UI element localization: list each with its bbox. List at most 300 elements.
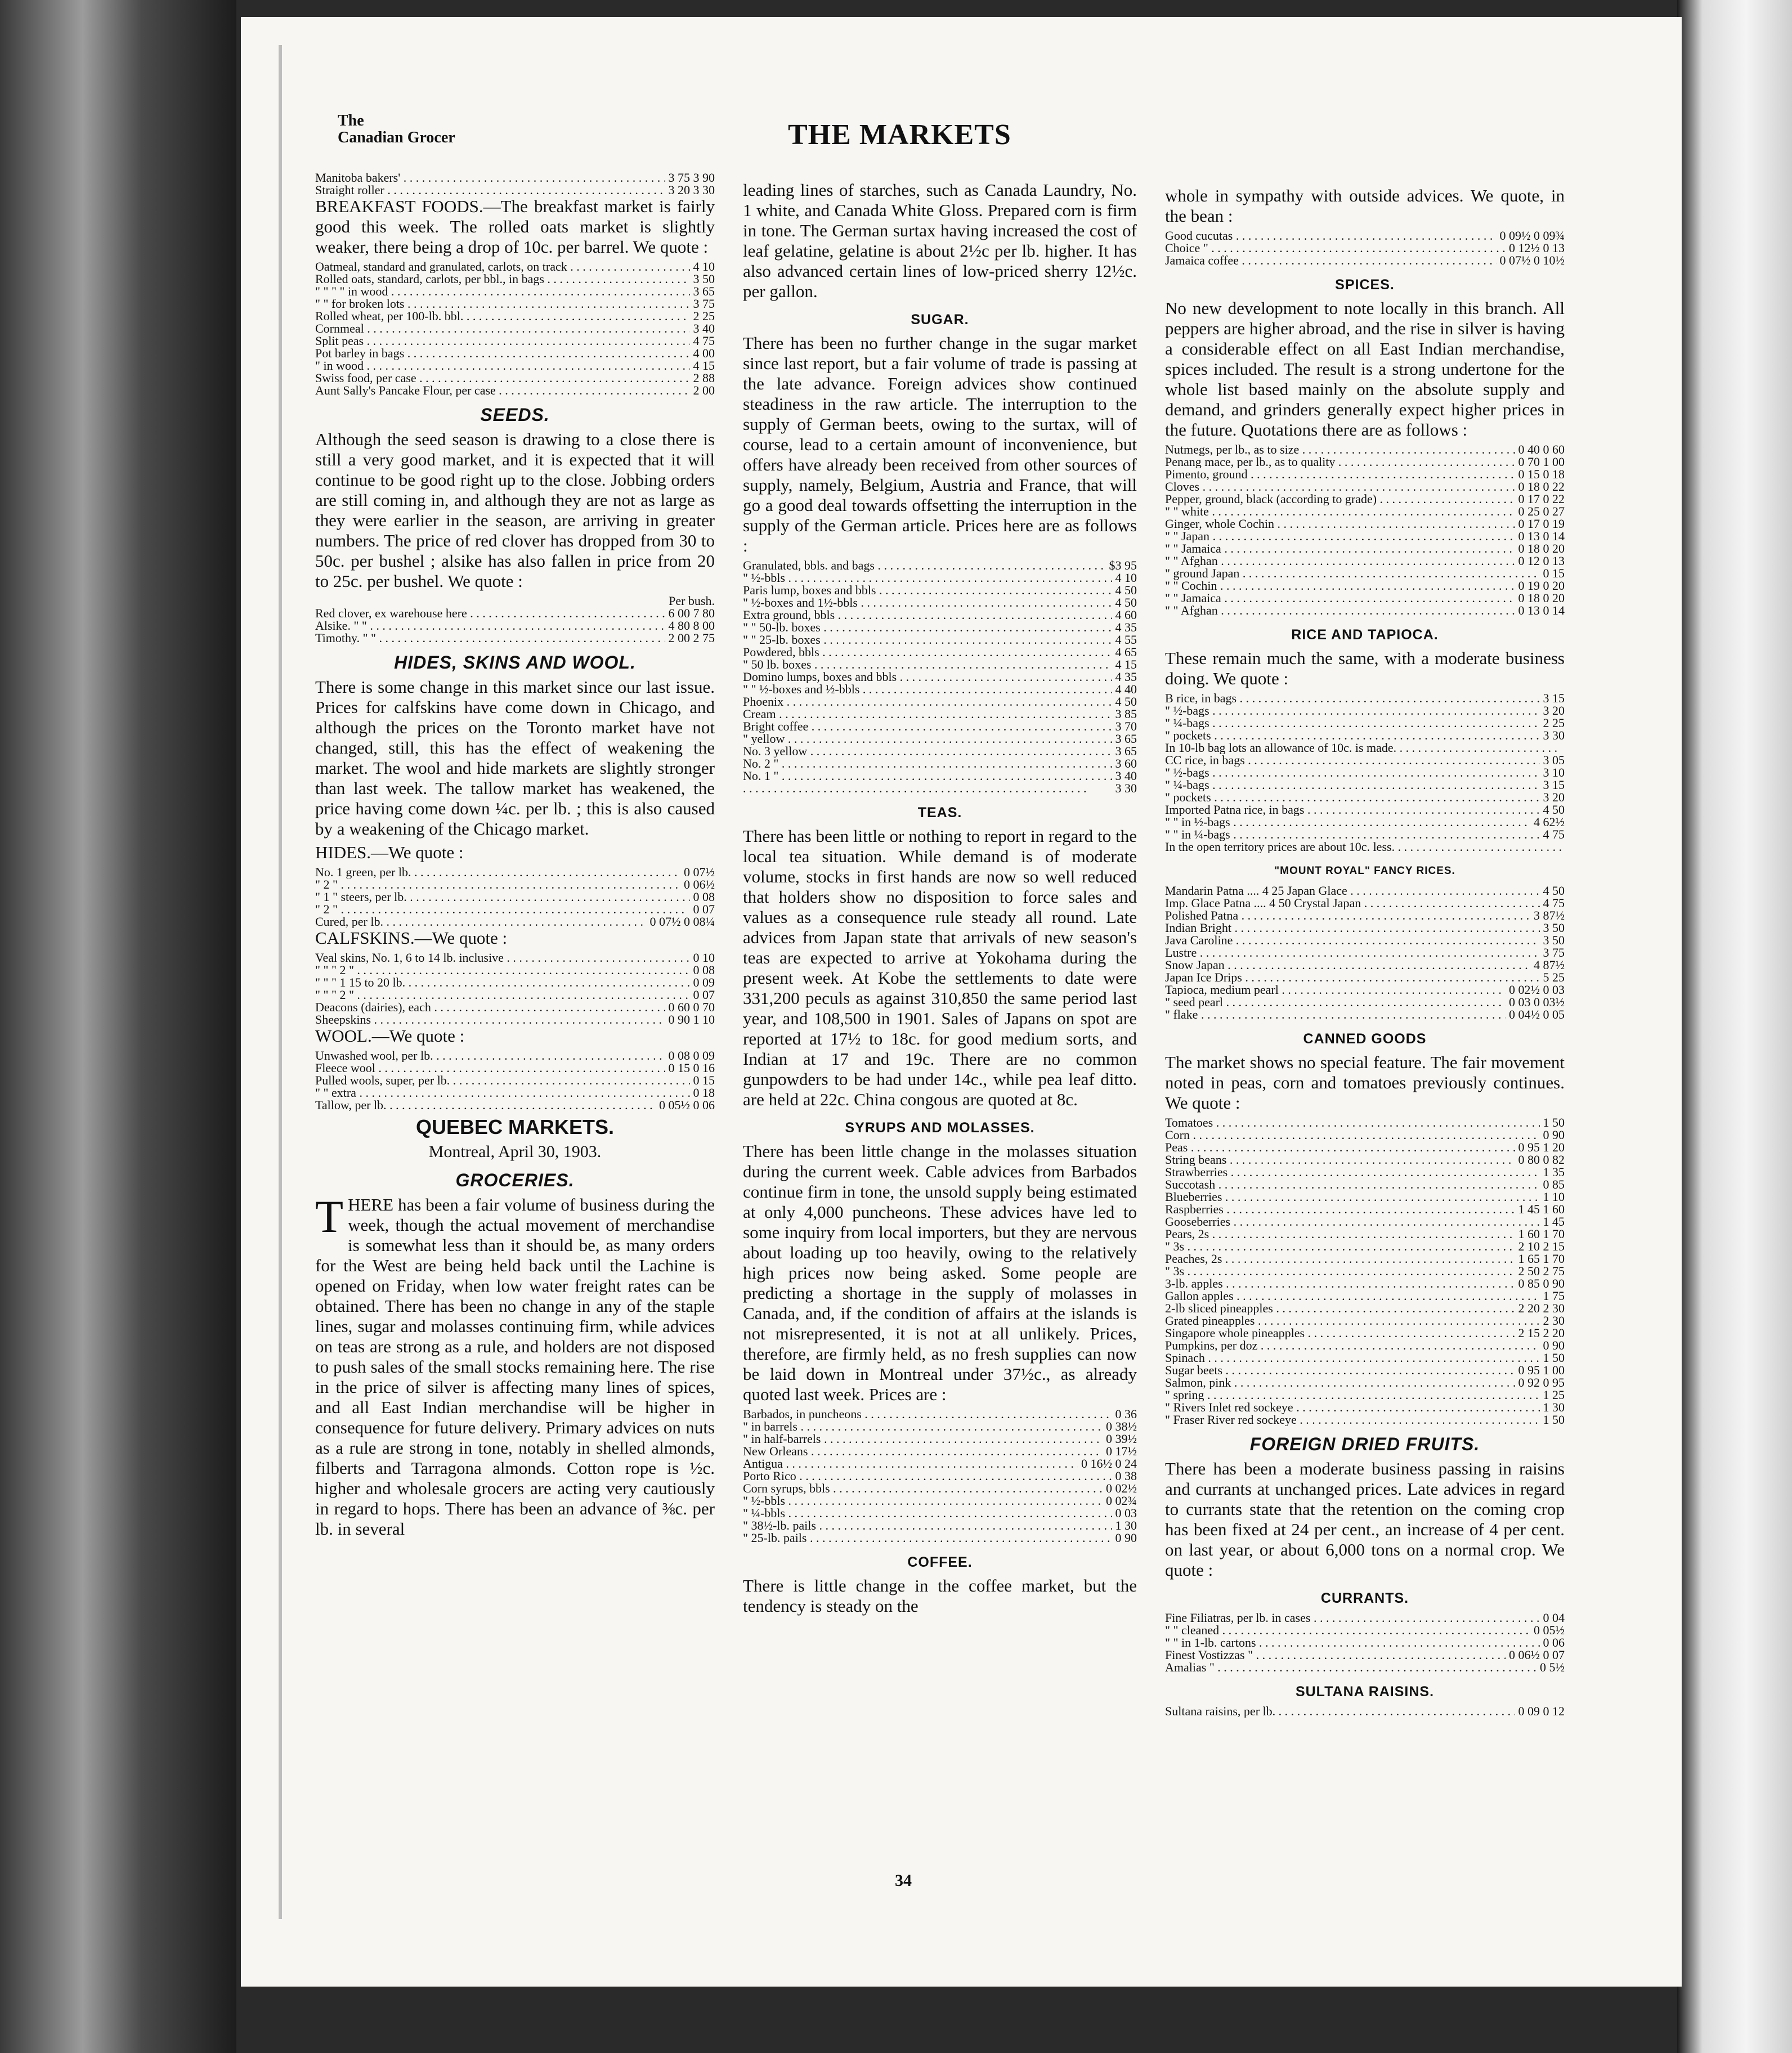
price-row [315, 620, 715, 632]
price-item-name: Bright coffee . . . [743, 720, 1112, 733]
price-item-name: String beans . . . [1165, 1154, 1515, 1166]
price-row [315, 632, 715, 644]
price-item-name: " " in ¼-bags . . . [1165, 828, 1540, 841]
price-item-name: " ½-bags . . . [1165, 766, 1540, 779]
masthead-line1: The [338, 112, 364, 129]
price-row [1165, 959, 1565, 971]
price-item-name: Rolled wheat, per 100-lb. bbl. . . . [315, 310, 690, 322]
price-row [743, 1482, 1137, 1495]
price-row [1165, 996, 1565, 1008]
price-item-name: " " ½-boxes and ½-bbls . . . [743, 683, 1112, 696]
price-item-value: 0 06½ [684, 877, 715, 891]
price-item-name: " 38½-lb. pails . . . [743, 1519, 1112, 1532]
price-row [1165, 242, 1565, 254]
price-item-value: 2 10 2 15 [1518, 1239, 1565, 1253]
price-item-value [1561, 742, 1565, 754]
price-item-value [1561, 841, 1565, 853]
price-item-name: Peaches, 2s . . . [1165, 1253, 1515, 1265]
price-item-name: Swiss food, per case . . . [315, 372, 690, 384]
price-row [743, 696, 1137, 708]
price-item-name: Aunt Sally's Pancake Flour, per case . . . [315, 384, 690, 397]
price-row [1165, 1253, 1565, 1265]
price-item-name: Imp. Glace Patna .... 4 50 Crystal Japan . . . [1165, 897, 1540, 909]
price-item-value: 4 55 [1115, 633, 1137, 647]
price-item-name: " " Jamaica . . . [1165, 592, 1515, 604]
price-item-name: " 50 lb. boxes . . . [743, 658, 1112, 671]
price-item-name: " spring . . . [1165, 1389, 1540, 1401]
price-item-name: " ¼-bbls . . . [743, 1507, 1112, 1519]
price-item-name: " 25-lb. pails . . . [743, 1532, 1112, 1544]
price-item-value: 1 30 [1115, 1518, 1137, 1532]
hides-price-list [315, 866, 715, 928]
price-item-name: Corn syrups, bbls . . . [743, 1482, 1103, 1495]
price-item-value: 1 45 [1543, 1214, 1565, 1229]
price-row [743, 1495, 1137, 1507]
price-item-name: Pot barley in bags . . . [315, 347, 690, 360]
groceries-text: HERE has been a fair volume of business during the week, though the actual movement of merchandise is somewhat less than it should be, as many orders for the West are being held back until the Lachine is opened on Friday, when low water freight rates can be obtained. There has been no change in any of the staple lines, sugar and molasses continuing firm, while advices on teas are strong as a rule, and holders are not disposed to push sales of the small stocks remaining here. The rise in the price of silver is affecting many lines of spices, and all East Indian merchandise will be higher in consequence for future delivery. Primary advices on nuts as a rule are strong in tone, notably in shelled almonds, filberts and Tarragona almonds. Cotton rope is ½c. higher and wholesale grocers are acting very cautiously in regard to hops. There has been an advance of ⅜c. per lb. in several [315, 1195, 715, 1539]
price-item-name: Tapioca, medium pearl . . . [1165, 984, 1506, 996]
price-item-value: 0 5½ [1540, 1660, 1565, 1674]
quebec-heading: QUEBEC MARKETS. [415, 1115, 615, 1138]
price-row [1165, 1129, 1565, 1141]
price-row [1165, 1191, 1565, 1203]
price-item-value: 0 05½ 0 06 [659, 1098, 715, 1112]
price-item-value: 3 65 [1115, 744, 1137, 758]
price-row [1165, 779, 1565, 791]
price-item-name: Gallon apples . . . [1165, 1290, 1540, 1302]
price-item-name: " ground Japan . . . [1165, 567, 1540, 580]
price-row [743, 646, 1137, 658]
price-row [743, 1458, 1137, 1470]
price-row [1165, 567, 1565, 580]
coffee-price-list [1165, 230, 1565, 267]
hides-paragraph: There is some change in this market since our last issue. Prices for calfskins have come down in Chicago, and although the prices on the Toronto market have not changed, still, this has the effect of weakening the market. The wool and hide markets are slightly stronger than last week. The tallow market has weakened, the price having come down ¼c. per lb. ; this is also caused by a weakening of the Chicago market. [315, 677, 715, 839]
price-item-name: " in wood . . . [315, 360, 690, 372]
price-item-name: Penang mace, per lb., as to quality . . . [1165, 456, 1515, 468]
price-item-value: 4 75 [1543, 827, 1565, 841]
price-row [1165, 922, 1565, 934]
price-item-value: 3 70 [1115, 719, 1137, 733]
price-item-value: 0 13 0 14 [1518, 529, 1565, 543]
price-row [1165, 1008, 1565, 1021]
price-item-value: 4 75 [693, 334, 715, 348]
price-item-value: 4 60 [1115, 608, 1137, 622]
price-item-value: 2 30 [1543, 1314, 1565, 1328]
price-row [1165, 1377, 1565, 1389]
price-row [315, 1062, 715, 1074]
price-item-value: 3 05 [1543, 753, 1565, 767]
price-item-name: Sugar beets . . . [1165, 1364, 1515, 1377]
canned-paragraph: The market shows no special feature. The fair movement noted in peas, corn and tomatoes previously continues. We quote : [1165, 1052, 1565, 1113]
price-item-value: 0 90 [1115, 1531, 1137, 1545]
price-row [315, 891, 715, 903]
price-row [1165, 934, 1565, 947]
price-item-value: 0 18 0 20 [1518, 541, 1565, 555]
price-item-value: 0 05½ [1534, 1623, 1565, 1637]
price-row [1165, 1339, 1565, 1352]
price-item-value: 0 07½ 0 10½ [1499, 253, 1565, 267]
canned-heading: CANNED GOODS [1303, 1031, 1427, 1047]
price-item-value: 2 20 2 30 [1518, 1301, 1565, 1315]
price-row [315, 172, 715, 184]
price-row [1165, 1612, 1565, 1624]
price-item-value: 3 50 [1543, 933, 1565, 947]
price-item-name: Domino lumps, boxes and bbls . . . [743, 671, 1112, 683]
price-item-value: 0 15 [693, 1073, 715, 1087]
price-row [1165, 692, 1565, 705]
price-row [315, 372, 715, 384]
price-item-name: Pumpkins, per doz . . . [1165, 1339, 1540, 1352]
price-item-value: 3 15 [1543, 778, 1565, 792]
price-row [1165, 443, 1565, 456]
price-row [743, 572, 1137, 584]
price-row [315, 285, 715, 298]
breakfast-foods-paragraph: BREAKFAST FOODS.—The breakfast market is fairly good this week. The rolled oats market is slightly weaker, there being a drop of 10c. per barrel. We quote : [315, 196, 715, 257]
price-item-value: 1 50 [1543, 1115, 1565, 1129]
drop-cap: T [315, 1191, 344, 1242]
price-row [315, 964, 715, 976]
price-row [315, 866, 715, 878]
price-item-name: Rolled oats, standard, carlots, per bbl., in bags . . . [315, 273, 690, 285]
price-row [315, 360, 715, 372]
price-item-value: 1 10 [1543, 1190, 1565, 1204]
price-row [1165, 984, 1565, 996]
coffee-continued-paragraph: whole in sympathy with outside advices. We quote, in the bean : [1165, 186, 1565, 226]
price-item-name: " " " 2 " . . . [315, 964, 690, 976]
price-item-value: 1 50 [1543, 1351, 1565, 1365]
price-item-name: " ½-boxes and 1½-bbls . . . [743, 597, 1112, 609]
price-row [315, 298, 715, 310]
price-item-value: 3 75 [693, 297, 715, 311]
price-item-value: 3 30 [1543, 728, 1565, 742]
teas-paragraph: There has been little or nothing to report in regard to the local tea situation. While demand is of moderate volume, stocks in first hands are now so well reduced that holders show no disposition to force sales and values as a consequence rule steady all round. Late advices from Japan state that arrivals of new season's teas are expected to arrive at Yokohama during the present week. At Kobe the settlements to date were 331,200 peculs as against 310,850 the same period last year, and 108,500 in 1901. Sales of Japans on spot are reported at 17½ to 18c. for good medium sorts, and Indian at 17 and 19c. There are no common gunpowders to be had under 14c., while pea leaf ditto. are held at 22c. China congous are quoted at 8c. [743, 826, 1137, 1109]
price-item-name: Granulated, bbls. and bags . . . [743, 559, 1106, 572]
price-item-name: Pears, 2s . . . [1165, 1228, 1515, 1240]
price-item-name: In the open territory prices are about 10c. less. . . . [1165, 841, 1561, 853]
price-item-value: 0 18 0 20 [1518, 591, 1565, 605]
page-number: 34 [895, 1871, 912, 1890]
price-item-name: " yellow . . . [743, 733, 1112, 745]
price-item-value: 3 10 [1543, 765, 1565, 779]
price-row [315, 261, 715, 273]
price-item-name: Pulled wools, super, per lb. . . . [315, 1074, 690, 1087]
price-item-value: 0 07 [693, 988, 715, 1002]
price-item-name: " 1 " steers, per lb. . . . [315, 891, 690, 903]
price-row [1165, 254, 1565, 267]
price-row [1165, 828, 1565, 841]
price-item-name: " " in ½-bags . . . [1165, 816, 1530, 828]
price-item-name: No. 3 yellow . . . [743, 745, 1112, 757]
price-item-name: Choice " . . . [1165, 242, 1506, 254]
price-item-value: 0 09 0 12 [1518, 1704, 1565, 1718]
price-item-value: 0 07½ [684, 865, 715, 879]
price-row [1165, 1327, 1565, 1339]
starch-paragraph: leading lines of starches, such as Canada Laundry, No. 1 white, and Canada White Gloss. Prepared corn is firm in tone. The German surtax having increased the cost of leaf gelatine, gelatine is about 2½c per lb. higher. It has also advanced certain lines of low-priced sherry 12½c. per gallon. [743, 180, 1137, 301]
rice-price-list [1165, 692, 1565, 853]
price-item-name: Polished Patna . . . [1165, 909, 1530, 922]
price-row [1165, 804, 1565, 816]
price-row [1165, 841, 1565, 853]
price-item-name: Tallow, per lb. . . . [315, 1099, 656, 1111]
book-binding-left [0, 0, 236, 2053]
price-item-value: 4 80 8 00 [668, 618, 715, 633]
price-row [315, 607, 715, 620]
price-item-name: Fleece wool . . . [315, 1062, 665, 1074]
price-item-value: 0 10 [693, 951, 715, 965]
price-row [743, 683, 1137, 696]
price-item-name: Cloves . . . [1165, 481, 1515, 493]
price-item-value: 0 15 0 16 [668, 1061, 715, 1075]
price-item-name: Peas . . . [1165, 1141, 1515, 1154]
price-item-value: 0 80 0 82 [1518, 1153, 1565, 1167]
price-row [1165, 555, 1565, 567]
price-item-value: 0 08 [693, 963, 715, 977]
price-item-value: 1 35 [1543, 1165, 1565, 1179]
price-row [743, 1507, 1137, 1519]
price-row [1165, 1302, 1565, 1315]
page-title: THE MARKETS [788, 119, 1011, 151]
price-item-name: Sultana raisins, per lb. . . . [1165, 1705, 1515, 1718]
price-item-name: Jamaica coffee . . . [1165, 254, 1497, 267]
price-row [1165, 1624, 1565, 1637]
price-item-value: 3 40 [693, 321, 715, 335]
price-item-name: " ½-bags . . . [1165, 705, 1540, 717]
gutter-shadow [279, 45, 282, 1919]
groceries-paragraph [315, 1191, 715, 1539]
price-row [315, 335, 715, 347]
price-row [1165, 604, 1565, 617]
price-item-value: 4 10 [1115, 571, 1137, 585]
price-item-value: 0 13 0 14 [1518, 603, 1565, 617]
price-row [743, 658, 1137, 671]
price-item-name: " ½-bbls . . . [743, 1495, 1103, 1507]
price-item-value: 0 40 0 60 [1518, 442, 1565, 456]
price-row [743, 757, 1137, 770]
price-item-value: 2 00 [693, 383, 715, 397]
hides-quote: HIDES.—We quote : [315, 842, 464, 862]
price-item-name: Phoenix . . . [743, 696, 1112, 708]
price-item-name: Corn . . . [1165, 1129, 1540, 1141]
price-item-name: " " Cochin . . . [1165, 580, 1515, 592]
price-item-name: " " extra . . . [315, 1087, 690, 1099]
price-item-name: Nutmegs, per lb., as to size . . . [1165, 443, 1515, 456]
price-item-value: 0 06½ 0 07 [1509, 1648, 1565, 1662]
price-item-value: 4 00 [693, 346, 715, 360]
price-item-name: " ¼-bags . . . [1165, 717, 1540, 729]
price-row [315, 989, 715, 1001]
groceries-heading: GROCERIES. [455, 1170, 575, 1190]
price-item-name: Java Caroline . . . [1165, 934, 1540, 947]
price-row [1165, 897, 1565, 909]
price-row [315, 1087, 715, 1099]
price-item-name: Raspberries . . . [1165, 1203, 1515, 1216]
price-item-name: Sheepskins . . . [315, 1014, 665, 1026]
price-item-value: 3 40 [1115, 769, 1137, 783]
price-item-value: 3 65 [693, 284, 715, 298]
price-row [315, 903, 715, 916]
price-item-name: Pimento, ground . . . [1165, 468, 1515, 481]
price-row [315, 347, 715, 360]
price-item-name: Japan Ice Drips . . . [1165, 971, 1540, 984]
price-item-name: Extra ground, bbls . . . [743, 609, 1112, 621]
sultana-price-list [1165, 1705, 1565, 1718]
price-item-value: 5 25 [1543, 970, 1565, 984]
price-item-value: 0 06 [1543, 1635, 1565, 1649]
price-item-name: " flake . . . [1165, 1008, 1506, 1021]
price-item-value: 0 90 [1543, 1338, 1565, 1352]
price-item-name: " pockets . . . [1165, 729, 1540, 742]
price-row [1165, 1705, 1565, 1718]
price-item-value: 3 60 [1115, 756, 1137, 770]
price-item-name: " " for broken lots . . . [315, 298, 690, 310]
price-row [1165, 1414, 1565, 1426]
price-row [1165, 1154, 1565, 1166]
price-item-value: 4 50 [1115, 583, 1137, 597]
price-item-value: 2 88 [693, 371, 715, 385]
price-item-name: Snow Japan . . . [1165, 959, 1530, 971]
price-item-value: 3 50 [1543, 921, 1565, 935]
price-row [1165, 1290, 1565, 1302]
price-item-name: Veal skins, No. 1, 6 to 14 lb. inclusive . . . [315, 952, 690, 964]
price-item-name: Imported Patna rice, in bags . . . [1165, 804, 1540, 816]
price-row [1165, 1364, 1565, 1377]
price-item-value: 0 95 1 00 [1518, 1363, 1565, 1377]
price-item-value: 0 90 1 10 [668, 1012, 715, 1026]
price-row [1165, 1265, 1565, 1277]
price-item-value: $3 95 [1109, 558, 1137, 572]
price-item-value: 0 95 1 20 [1518, 1140, 1565, 1154]
price-item-value: 3 20 3 30 [668, 183, 715, 197]
price-item-value: 4 87½ [1534, 958, 1565, 972]
price-item-value: 0 17 0 22 [1518, 492, 1565, 506]
price-row [1165, 468, 1565, 481]
price-item-name: Salmon, pink . . . [1165, 1377, 1515, 1389]
price-item-name: Grated pineapples . . . [1165, 1315, 1540, 1327]
price-row [1165, 1277, 1565, 1290]
price-item-name: " 2 " . . . [315, 903, 690, 916]
price-row [1165, 1401, 1565, 1414]
price-row [1165, 1315, 1565, 1327]
dried-fruits-heading: FOREIGN DRIED FRUITS. [1249, 1434, 1480, 1454]
price-item-name: " " white . . . [1165, 505, 1515, 518]
fancy-rice-price-list [1165, 885, 1565, 1021]
price-row [743, 1433, 1137, 1445]
price-row [315, 310, 715, 322]
price-item-name: 3-lb. apples . . . [1165, 1277, 1515, 1290]
price-item-value: 0 25 0 27 [1518, 504, 1565, 518]
column-2 [743, 180, 1137, 1620]
price-item-name: Alsike. " " . . . [315, 620, 665, 632]
price-item-name: " 3s . . . [1165, 1265, 1515, 1277]
price-item-name: Timothy. " " . . . [315, 632, 665, 644]
price-item-name: New Orleans . . . [743, 1445, 1103, 1458]
price-item-value: 0 70 1 00 [1518, 455, 1565, 469]
price-item-name: Tomatoes . . . [1165, 1117, 1540, 1129]
price-row [315, 184, 715, 196]
price-item-value: 3 75 [1543, 945, 1565, 960]
price-item-value: 0 15 [1543, 566, 1565, 580]
price-item-value: 0 85 [1543, 1177, 1565, 1191]
price-item-name: Blueberries . . . [1165, 1191, 1540, 1203]
syrups-paragraph: There has been little change in the molasses situation during the current week. Cable advices from Barbados continue firm in tone, the unsold supply being estimated at only 4,000 puncheons. These advices have led to some inquiry from local importers, but they are nervous about loading up too heavily, owing to the relatively high prices now being asked. Some people are predicting a shortage in the supply of molasses in Canada, and, if the condition of affairs at the islands is not misrepresented, it is not at all unlikely. Prices, therefore, are firmly held, as no fresh supplies can now be laid down in Montreal under 37½c., as already quoted last week. Prices are : [743, 1141, 1137, 1404]
price-item-name: " ½-bbls . . . [743, 572, 1112, 584]
price-row [743, 1420, 1137, 1433]
price-row [1165, 717, 1565, 729]
price-row [1165, 1637, 1565, 1649]
price-item-value: 0 09 [693, 975, 715, 989]
price-row [743, 559, 1137, 572]
price-item-value: 3 50 [693, 272, 715, 286]
rice-paragraph: These remain much the same, with a moderate business doing. We quote : [1165, 648, 1565, 688]
price-row [743, 671, 1137, 683]
sugar-paragraph: There has been no further change in the sugar market since last report, but a fair volume of trade is passing at the late advance. Foreign advices show continued steadiness in the raw article. The interruption to the supply of German beets, owing to the surtax, will of course, lead to a certain amount of inconvenience, but offers have already been received from other sources of supply, namely, Belgium, Austria and France, that will go a good deal towards offsetting the interruption in the supply of the German article. Prices here are as follows : [743, 333, 1137, 555]
dried-fruits-paragraph: There has been a moderate business passing in raisins and currants at unchanged prices. Late advices in regard to currants state that the retention on the coming crop has been fixed at 24 per cent., an increase of 4 per cent. on last year, or about 6,000 tons on a normal crop. We quote : [1165, 1459, 1565, 1580]
quebec-dateline: Montreal, April 30, 1903. [428, 1142, 602, 1161]
price-row [1165, 1661, 1565, 1674]
price-item-name: Barbados, in puncheons . . . [743, 1408, 1112, 1420]
price-item-value: 0 07 [693, 902, 715, 916]
price-row [1165, 1228, 1565, 1240]
calfskins-price-list [315, 952, 715, 1026]
price-item-value: 4 75 [1543, 896, 1565, 910]
price-item-value: 0 92 0 95 [1518, 1375, 1565, 1389]
price-item-value: 0 03 0 03½ [1509, 995, 1565, 1009]
price-row [315, 916, 715, 928]
price-item-name: " " Afghan . . . [1165, 604, 1515, 617]
price-row [743, 634, 1137, 646]
price-row [1165, 230, 1565, 242]
price-row [1165, 1117, 1565, 1129]
price-row [743, 584, 1137, 597]
price-item-name: " Rivers Inlet red sockeye . . . [1165, 1401, 1540, 1414]
price-item-value: 0 15 0 18 [1518, 467, 1565, 481]
syrup-price-list [743, 1408, 1137, 1544]
price-row [1165, 1649, 1565, 1661]
price-row [1165, 742, 1565, 754]
price-item-name: " in half-barrels . . . [743, 1433, 1103, 1445]
price-row [743, 1470, 1137, 1482]
price-item-name: Lustre . . . [1165, 947, 1540, 959]
currants-heading: CURRANTS. [1320, 1590, 1409, 1606]
price-row [1165, 1216, 1565, 1228]
price-item-value: 2 25 [693, 309, 715, 323]
price-item-value: 0 02½ [1106, 1481, 1137, 1495]
price-row [1165, 885, 1565, 897]
price-item-value: 0 03 [1115, 1506, 1137, 1520]
price-item-name: Straight roller . . . [315, 184, 665, 196]
price-item-name: Singapore whole pineapples . . . [1165, 1327, 1515, 1339]
price-row [1165, 580, 1565, 592]
price-item-value: 1 25 [1543, 1388, 1565, 1402]
flour-price-list [315, 172, 715, 196]
wool-quote: WOOL.—We quote : [315, 1026, 465, 1046]
price-item-name: " " Jamaica . . . [1165, 543, 1515, 555]
price-item-name: " 3s . . . [1165, 1240, 1515, 1253]
price-row [743, 1408, 1137, 1420]
price-item-name: Pepper, ground, black (according to grade) . . . [1165, 493, 1515, 505]
price-row [1165, 1141, 1565, 1154]
price-row [1165, 1166, 1565, 1178]
sugar-price-list [743, 559, 1137, 795]
sultana-heading: SULTANA RAISINS. [1295, 1684, 1435, 1700]
spices-paragraph: No new development to note locally in this branch. All peppers are higher abroad, and the rise in silver is having a considerable effect on all East Indian merchandise, spices included. The result is a strong undertone for the whole list based mainly on the absolute supply and demand, and grinders generally expect higher prices in the future. Quotations there are as follows : [1165, 298, 1565, 440]
seeds-heading: SEEDS. [480, 405, 550, 425]
price-item-value: 1 65 1 70 [1518, 1252, 1565, 1266]
price-item-name: " " in 1-lb. cartons . . . [1165, 1637, 1540, 1649]
price-item-name: Powdered, bbls . . . [743, 646, 1112, 658]
price-item-value: 3 65 [1115, 732, 1137, 746]
price-item-name: " Fraser River red sockeye . . . [1165, 1414, 1540, 1426]
